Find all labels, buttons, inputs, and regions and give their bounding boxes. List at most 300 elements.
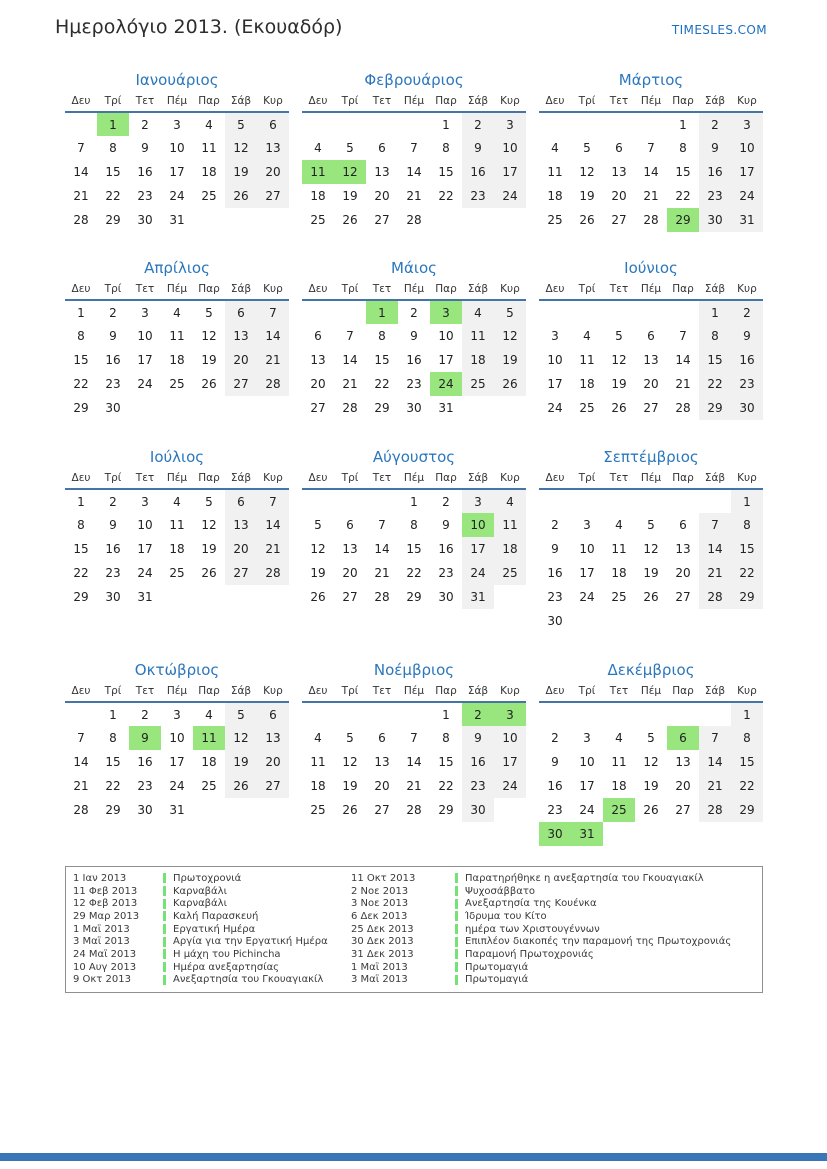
day-cell: 9	[551, 755, 559, 769]
weekday-label: Σάβ	[467, 471, 489, 484]
weekday-label: Τρί	[341, 684, 359, 697]
week-row	[65, 112, 289, 136]
day-cell: 29	[438, 803, 454, 817]
empty-day-cell	[366, 489, 398, 513]
empty-day-cell	[494, 208, 526, 232]
day-cell: 8	[410, 518, 418, 532]
weekday-label: Κυρ	[737, 282, 757, 295]
week-row	[65, 372, 289, 396]
week-row	[539, 561, 763, 585]
weekday-label: Δευ	[545, 684, 565, 697]
day-cell: 18	[201, 755, 217, 769]
empty-day-cell	[571, 609, 603, 633]
month-calendar	[65, 282, 289, 420]
day-cell: 14	[257, 513, 289, 537]
week-row	[65, 396, 289, 420]
day-cell: 9	[141, 141, 149, 155]
weekday-label: Δευ	[71, 471, 91, 484]
legend-holiday-name: Πρωτοχρονιά	[163, 873, 351, 884]
month-title: Νοέμβριος	[373, 661, 455, 679]
day-cell: 13	[374, 165, 390, 179]
day-cell: 16	[438, 542, 454, 556]
week-row	[302, 136, 526, 160]
day-cell: 21	[374, 566, 390, 580]
empty-day-cell	[494, 798, 526, 822]
day-cell: 23	[699, 184, 731, 208]
empty-day-cell	[257, 208, 289, 232]
day-cell: 28	[374, 590, 390, 604]
month-block-1	[64, 70, 290, 232]
month-calendar	[65, 471, 289, 609]
day-cell: 18	[547, 189, 563, 203]
empty-day-cell	[161, 585, 193, 609]
legend-holiday-name: Ανεξαρτησία της Κουένκα	[455, 898, 762, 909]
day-cell: 24	[462, 561, 494, 585]
weekday-label: Τρί	[341, 471, 359, 484]
holiday-day-cell: 6	[667, 726, 699, 750]
day-cell: 8	[731, 726, 763, 750]
weekday-label: Τρί	[578, 471, 596, 484]
legend-holiday-name: Ψυχοσάββατο	[455, 886, 762, 897]
holiday-day-cell: 24	[430, 372, 462, 396]
day-cell: 2	[141, 707, 149, 722]
day-cell: 16	[462, 160, 494, 184]
empty-day-cell	[225, 798, 257, 822]
legend-date: 31 Δεκ 2013	[351, 948, 414, 960]
day-cell: 31	[137, 590, 153, 604]
weekday-label: Κυρ	[737, 94, 757, 107]
empty-day-cell	[302, 702, 334, 726]
empty-day-cell	[571, 489, 603, 513]
day-cell: 7	[77, 731, 85, 745]
weekday-label: Κυρ	[737, 471, 757, 484]
legend-holiday-name: Η μάχη του Pichincha	[163, 949, 351, 960]
day-cell: 13	[257, 136, 289, 160]
month-row	[64, 258, 776, 447]
day-cell: 12	[310, 542, 326, 556]
legend-holiday-name: Καρναβάλι	[163, 898, 351, 909]
day-cell: 19	[201, 542, 217, 556]
day-cell: 9	[109, 518, 117, 532]
day-cell: 11	[611, 755, 627, 769]
day-cell: 11	[547, 165, 563, 179]
day-cell: 25	[547, 213, 563, 227]
day-cell: 16	[699, 160, 731, 184]
day-cell: 12	[611, 353, 627, 367]
empty-day-cell	[462, 396, 494, 420]
day-cell: 27	[643, 401, 659, 415]
day-cell: 1	[410, 494, 418, 509]
day-cell: 28	[73, 213, 89, 227]
day-cell: 28	[257, 561, 289, 585]
weekday-label: Παρ	[435, 94, 457, 107]
empty-day-cell	[257, 396, 289, 420]
day-cell: 9	[442, 518, 450, 532]
weekday-label: Κυρ	[263, 471, 283, 484]
day-cell: 12	[579, 165, 595, 179]
legend-date: 11 Φεβ 2013	[73, 885, 138, 897]
week-row	[539, 513, 763, 537]
week-row	[302, 585, 526, 609]
month-calendar	[302, 471, 526, 609]
legend-date: 1 Μαΐ 2013	[351, 961, 408, 973]
day-cell: 10	[169, 141, 185, 155]
day-cell: 22	[731, 774, 763, 798]
empty-day-cell	[667, 300, 699, 324]
day-cell: 10	[494, 726, 526, 750]
day-cell: 3	[173, 117, 181, 132]
holiday-marker-icon	[455, 873, 458, 883]
day-cell: 10	[169, 731, 185, 745]
day-cell: 17	[438, 353, 454, 367]
day-cell: 17	[137, 542, 153, 556]
holiday-day-cell: 9	[129, 726, 161, 750]
holiday-marker-icon	[163, 899, 166, 909]
day-cell: 17	[462, 537, 494, 561]
day-cell: 25	[579, 401, 595, 415]
day-cell: 19	[342, 189, 358, 203]
empty-day-cell	[366, 112, 398, 136]
day-cell: 25	[310, 803, 326, 817]
day-cell: 26	[611, 401, 627, 415]
day-cell: 27	[225, 372, 257, 396]
day-cell: 26	[342, 213, 358, 227]
day-cell: 28	[643, 213, 659, 227]
day-cell: 5	[225, 702, 257, 726]
day-cell: 27	[374, 213, 390, 227]
weekday-label: Τετ	[372, 94, 392, 107]
weekday-label: Τετ	[135, 94, 155, 107]
empty-day-cell	[366, 702, 398, 726]
day-cell: 2	[141, 117, 149, 132]
day-cell: 5	[647, 731, 655, 745]
day-cell: 25	[611, 590, 627, 604]
month-title: Μάρτιος	[618, 71, 684, 89]
empty-day-cell	[571, 300, 603, 324]
day-cell: 5	[615, 329, 623, 343]
day-cell: 19	[494, 348, 526, 372]
empty-day-cell	[494, 585, 526, 609]
week-row	[65, 348, 289, 372]
weekday-label: Δευ	[545, 282, 565, 295]
week-row	[539, 136, 763, 160]
holiday-day-cell: 25	[603, 798, 635, 822]
day-cell: 28	[699, 585, 731, 609]
holiday-day-cell: 12	[334, 160, 366, 184]
holiday-marker-icon	[163, 975, 166, 985]
day-cell: 14	[342, 353, 358, 367]
day-cell: 6	[225, 489, 257, 513]
holiday-day-cell: 1	[97, 112, 129, 136]
weekday-label: Σάβ	[230, 282, 252, 295]
day-cell: 3	[583, 731, 591, 745]
day-cell: 10	[137, 329, 153, 343]
week-row	[302, 750, 526, 774]
holiday-marker-icon	[163, 924, 166, 934]
month-title: Σεπτέμβριος	[603, 448, 699, 466]
day-cell: 20	[342, 566, 358, 580]
day-cell: 2	[442, 494, 450, 509]
weekday-label: Σάβ	[230, 471, 252, 484]
day-cell: 1	[731, 489, 763, 513]
empty-day-cell	[699, 609, 731, 633]
weekday-label: Τρί	[104, 684, 122, 697]
month-title: Ιανουάριος	[135, 71, 219, 89]
day-cell: 19	[225, 160, 257, 184]
day-cell: 21	[73, 189, 89, 203]
day-cell: 18	[462, 348, 494, 372]
day-cell: 30	[462, 798, 494, 822]
day-cell: 20	[374, 779, 390, 793]
weekday-label: Δευ	[545, 471, 565, 484]
weekday-label: Παρ	[672, 94, 694, 107]
empty-day-cell	[603, 702, 635, 726]
holiday-day-cell: 31	[571, 822, 603, 846]
day-cell: 15	[699, 348, 731, 372]
day-cell: 19	[201, 353, 217, 367]
day-cell: 1	[77, 494, 85, 509]
day-cell: 20	[611, 189, 627, 203]
weekday-label: Τετ	[609, 471, 629, 484]
legend-holiday-name: Πρωτομαγιά	[455, 962, 762, 973]
day-cell: 18	[310, 189, 326, 203]
day-cell: 25	[310, 213, 326, 227]
month-calendar	[302, 94, 526, 232]
empty-day-cell	[193, 585, 225, 609]
empty-day-cell	[334, 489, 366, 513]
day-cell: 6	[225, 300, 257, 324]
day-cell: 19	[225, 750, 257, 774]
day-cell: 17	[579, 566, 595, 580]
week-row	[302, 160, 526, 184]
empty-day-cell	[257, 585, 289, 609]
holiday-marker-icon	[163, 886, 166, 896]
day-cell: 27	[310, 401, 326, 415]
day-cell: 30	[137, 803, 153, 817]
day-cell: 23	[462, 184, 494, 208]
week-row	[539, 798, 763, 822]
day-cell: 31	[169, 213, 185, 227]
day-cell: 9	[699, 136, 731, 160]
day-cell: 7	[378, 518, 386, 532]
day-cell: 12	[201, 329, 217, 343]
day-cell: 5	[583, 141, 591, 155]
day-cell: 15	[105, 755, 121, 769]
empty-day-cell	[539, 702, 571, 726]
empty-day-cell	[539, 112, 571, 136]
weekday-header-row	[302, 684, 526, 702]
day-cell: 5	[647, 518, 655, 532]
month-block-11	[301, 660, 527, 822]
day-cell: 19	[611, 377, 627, 391]
weekday-header-row	[65, 684, 289, 702]
weekday-label: Πέμ	[166, 282, 188, 295]
weekday-label: Παρ	[198, 282, 220, 295]
day-cell: 7	[699, 513, 731, 537]
month-title: Ιούνιος	[624, 259, 678, 277]
weekday-label: Δευ	[71, 282, 91, 295]
legend-date: 10 Αυγ 2013	[73, 961, 137, 973]
week-row	[65, 300, 289, 324]
day-cell: 25	[169, 566, 185, 580]
day-cell: 16	[731, 348, 763, 372]
weekday-label: Παρ	[435, 282, 457, 295]
empty-day-cell	[635, 300, 667, 324]
month-calendar	[539, 94, 763, 232]
weekday-label: Δευ	[308, 471, 328, 484]
empty-day-cell	[161, 396, 193, 420]
legend-date: 25 Δεκ 2013	[351, 923, 414, 935]
day-cell: 22	[73, 377, 89, 391]
weekday-label: Δευ	[308, 684, 328, 697]
day-cell: 13	[675, 542, 691, 556]
legend-date: 11 Οκτ 2013	[351, 872, 416, 884]
month-calendar	[65, 94, 289, 232]
week-row	[302, 513, 526, 537]
weekday-header-row	[539, 94, 763, 112]
month-title: Οκτώβριος	[134, 661, 220, 679]
day-cell: 18	[611, 779, 627, 793]
weekday-label: Τετ	[372, 471, 392, 484]
weekday-label: Δευ	[308, 282, 328, 295]
week-row	[539, 396, 763, 420]
day-cell: 24	[579, 803, 595, 817]
weekday-label: Τρί	[341, 282, 359, 295]
weekday-label: Δευ	[545, 94, 565, 107]
day-cell: 24	[547, 401, 563, 415]
week-row	[302, 798, 526, 822]
week-row	[65, 702, 289, 726]
weekday-label: Κυρ	[737, 684, 757, 697]
month-block-3	[538, 70, 764, 232]
day-cell: 11	[310, 755, 326, 769]
legend-date: 24 Μαΐ 2013	[73, 948, 137, 960]
week-row	[302, 726, 526, 750]
day-cell: 30	[137, 213, 153, 227]
weekday-label: Σάβ	[704, 471, 726, 484]
weekday-label: Δευ	[71, 684, 91, 697]
day-cell: 31	[438, 401, 454, 415]
empty-day-cell	[302, 112, 334, 136]
empty-day-cell	[225, 585, 257, 609]
day-cell: 10	[579, 542, 595, 556]
day-cell: 17	[494, 160, 526, 184]
week-row	[539, 184, 763, 208]
day-cell: 28	[675, 401, 691, 415]
month-block-8	[301, 447, 527, 609]
week-row	[302, 324, 526, 348]
day-cell: 8	[699, 324, 731, 348]
empty-day-cell	[193, 396, 225, 420]
month-calendar	[539, 684, 763, 846]
empty-day-cell	[398, 112, 430, 136]
day-cell: 27	[342, 590, 358, 604]
day-cell: 24	[169, 779, 185, 793]
site-link[interactable]: TIMESLES.COM	[671, 23, 767, 37]
week-row	[302, 561, 526, 585]
day-cell: 16	[547, 779, 563, 793]
day-cell: 28	[699, 798, 731, 822]
day-cell: 1	[109, 707, 117, 722]
day-cell: 20	[675, 779, 691, 793]
day-cell: 22	[105, 779, 121, 793]
day-cell: 8	[442, 141, 450, 155]
empty-day-cell	[225, 396, 257, 420]
day-cell: 16	[406, 353, 422, 367]
day-cell: 15	[73, 353, 89, 367]
day-cell: 4	[551, 141, 559, 155]
day-cell: 16	[137, 165, 153, 179]
month-calendar	[65, 684, 289, 822]
holiday-marker-icon	[455, 949, 458, 959]
weekday-label: Τετ	[609, 684, 629, 697]
legend-row	[66, 910, 762, 923]
month-row	[64, 660, 776, 846]
day-cell: 14	[699, 537, 731, 561]
week-row	[65, 160, 289, 184]
day-cell: 27	[675, 590, 691, 604]
day-cell: 5	[494, 300, 526, 324]
holiday-day-cell: 30	[539, 822, 571, 846]
legend-holiday-name: Αργία για την Εργατική Ημέρα	[163, 936, 351, 947]
day-cell: 15	[73, 542, 89, 556]
day-cell: 3	[494, 112, 526, 136]
empty-day-cell	[667, 822, 699, 846]
day-cell: 31	[731, 208, 763, 232]
empty-day-cell	[334, 702, 366, 726]
day-cell: 21	[699, 774, 731, 798]
day-cell: 7	[679, 329, 687, 343]
holiday-marker-icon	[455, 899, 458, 909]
day-cell: 15	[675, 165, 691, 179]
day-cell: 23	[137, 189, 153, 203]
legend-date: 3 Μαΐ 2013	[351, 974, 408, 986]
month-block-12	[538, 660, 764, 846]
day-cell: 21	[699, 561, 731, 585]
legend-holiday-name: Ημέρα ανεξαρτησίας	[163, 962, 351, 973]
day-cell: 8	[109, 141, 117, 155]
day-cell: 17	[169, 755, 185, 769]
legend-row	[66, 923, 762, 936]
week-row	[65, 774, 289, 798]
day-cell: 20	[257, 750, 289, 774]
month-block-10	[64, 660, 290, 822]
day-cell: 12	[225, 136, 257, 160]
day-cell: 20	[225, 537, 257, 561]
day-cell: 7	[346, 329, 354, 343]
day-cell: 25	[201, 189, 217, 203]
legend-holiday-name: Πρωτομαγιά	[455, 974, 762, 985]
empty-day-cell	[699, 822, 731, 846]
empty-day-cell	[193, 208, 225, 232]
empty-day-cell	[699, 702, 731, 726]
week-row	[65, 798, 289, 822]
weekday-label: Παρ	[435, 684, 457, 697]
holiday-day-cell: 3	[430, 300, 462, 324]
day-cell: 30	[406, 401, 422, 415]
day-cell: 17	[169, 165, 185, 179]
day-cell: 22	[438, 779, 454, 793]
holiday-marker-icon	[163, 911, 166, 921]
legend-holiday-name: Καλή Παρασκευή	[163, 911, 351, 922]
weekday-label: Πέμ	[166, 684, 188, 697]
month-calendar	[302, 684, 526, 822]
day-cell: 17	[731, 160, 763, 184]
weekday-header-row	[65, 282, 289, 300]
month-title: Αύγουστος	[372, 448, 456, 466]
weekday-label: Κυρ	[263, 94, 283, 107]
day-cell: 4	[615, 518, 623, 532]
